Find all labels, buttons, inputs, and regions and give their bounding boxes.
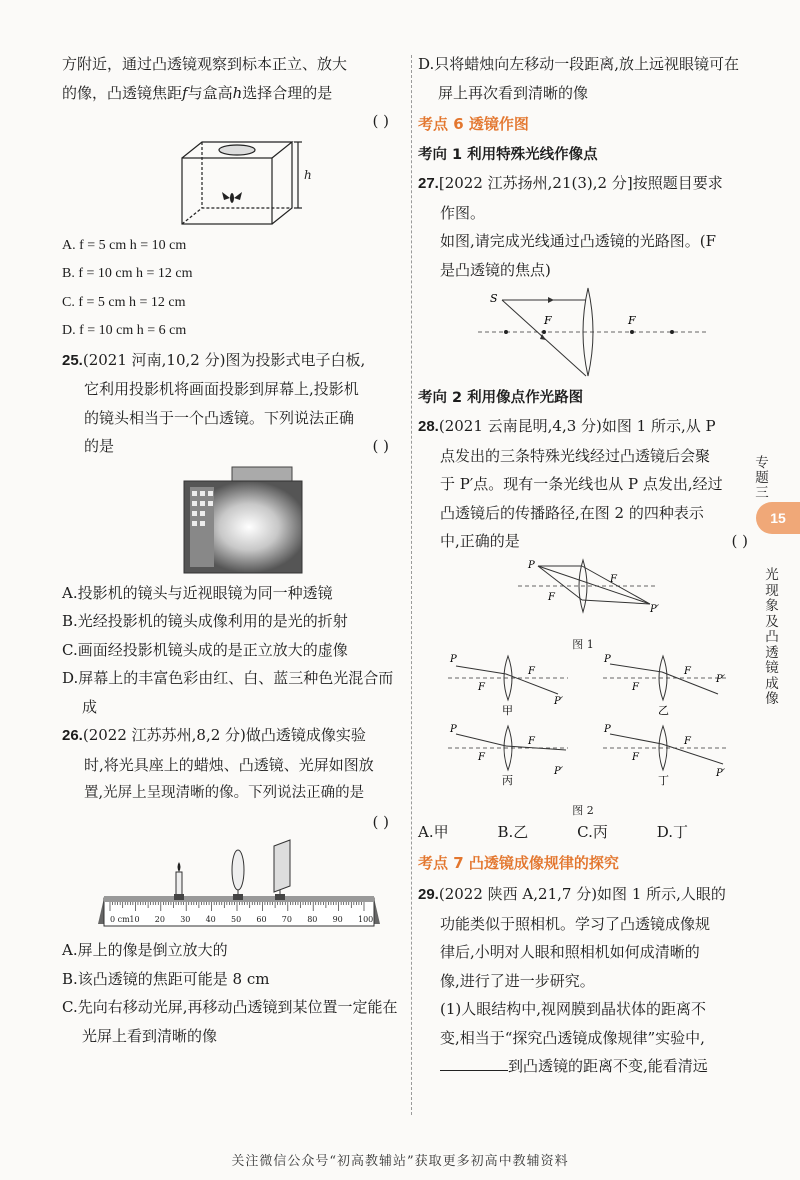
svg-text:F: F bbox=[548, 591, 555, 603]
svg-text:P: P bbox=[450, 723, 457, 735]
svg-text:0 cm: 0 cm bbox=[110, 915, 130, 924]
svg-text:F: F bbox=[528, 735, 535, 747]
column-divider bbox=[411, 55, 412, 1115]
q28-stem: 28.(2021 云南昆明,4,3 分)如图 1 所示,从 P bbox=[418, 417, 716, 435]
q26-answer-bracket: ( ) bbox=[372, 812, 389, 831]
q25-projector-figure bbox=[62, 461, 407, 579]
section-kaodian-6: 考点 6 透镜作图 bbox=[418, 115, 529, 133]
q25-stem: 25.(2021 河南,10,2 分)图为投影式电子白板, bbox=[62, 350, 366, 369]
svg-text:F: F bbox=[478, 751, 485, 763]
left-column: 方附近，通过凸透镜观察到标本正立、放大 的像，凸透镜焦距f与盒高h选择合理的是 ( ) h A. f = 5 cm h = 10 cm B. f = 10 cm h = 12 cm C. f = 5 cm h = 12 cm D. f = 10 cm h = 6 cm 25.(2021 河南,10,2 分)图为投影式电子白板, 它利用投影机将画面投影到屏幕上,投影机 的镜头相当于一个凸透镜。下列说法正确 的是 ( ) A.投影机的镜头与近视眼镜为同一种透镜 B.光经投影机的镜头成像利用的是光的折射 C.画面经投影机镜头成的是正立放大的虚像 D.屏幕上的丰富色彩由红、白、蓝三种色光混合而成 26.(2022 江苏苏州,8,2 分)做凸透镜成像实验 时,将光具座上的蜡烛、凸透镜、光屏如图放 置,光屏上呈现清晰的像。下列说法正确的是 ( ) 0 cm 10 20 30 40 50 60 70 80 90 100 A.屏上的像是倒立放大的 B.该凸透镜的焦距可能是 8 cm C.先向右移动光屏,再移动凸透镜到某位置一定能在光屏上看到清晰的像 bbox=[62, 50, 407, 1050]
svg-text:F: F bbox=[632, 751, 639, 763]
q24-answer-bracket: ( ) bbox=[372, 112, 389, 130]
side-page-number: 15 bbox=[756, 502, 800, 534]
q26-stem: 26.(2022 江苏苏州,8,2 分)做凸透镜成像实验 bbox=[62, 726, 366, 744]
q26-optical-bench-figure bbox=[62, 836, 407, 936]
fig2-caption: 图 2 bbox=[572, 803, 594, 817]
q26-option-a: A.屏上的像是倒立放大的 bbox=[62, 941, 228, 959]
svg-text:乙: 乙 bbox=[658, 703, 669, 717]
ruler-label: 50 bbox=[231, 915, 242, 924]
q26-option-b: B.该凸透镜的焦距可能是 8 cm bbox=[62, 969, 270, 988]
q24-option-c: C. f = 5 cm h = 12 cm bbox=[62, 294, 186, 310]
q24-option-a: A. f = 5 cm h = 10 cm bbox=[62, 237, 187, 253]
q29-answer-blank[interactable] bbox=[440, 1056, 508, 1071]
fig1-caption: 图 1 bbox=[572, 637, 594, 651]
ruler-label: 60 bbox=[256, 915, 267, 924]
q24-line2: 的像，凸透镜焦距f与盒高h选择合理的是 bbox=[62, 83, 333, 102]
section-kaodian-7: 考点 7 凸透镜成像规律的探究 bbox=[418, 854, 619, 872]
fig2-panel-jia bbox=[448, 654, 568, 717]
svg-text:F: F bbox=[684, 665, 691, 677]
svg-text:P′: P′ bbox=[716, 673, 725, 685]
q25-option-a: A.投影机的镜头与近视眼镜为同一种透镜 bbox=[62, 583, 333, 602]
q28-figure-2 bbox=[418, 652, 748, 802]
svg-text:P: P bbox=[604, 723, 611, 735]
q28-figure-1 bbox=[418, 556, 748, 636]
ruler-label: 10 bbox=[129, 915, 140, 924]
svg-text:P′: P′ bbox=[650, 603, 659, 615]
q25-option-d: D.屏幕上的丰富色彩由红、白、蓝三种色光混合而成 bbox=[62, 669, 394, 716]
subsection-kaoxiang-1: 考向 1 利用特殊光线作像点 bbox=[418, 147, 598, 163]
q27-lens-figure bbox=[418, 284, 748, 384]
svg-text:P: P bbox=[450, 653, 457, 665]
q25-option-c: C.画面经投影机镜头成的是正立放大的虚像 bbox=[62, 640, 348, 659]
subsection-kaoxiang-2: 考向 2 利用像点作光路图 bbox=[418, 390, 584, 406]
q27-stem: 27.[2022 江苏扬州,21(3),2 分]按照题目要求 bbox=[418, 174, 723, 192]
ruler-label: 40 bbox=[205, 915, 216, 924]
svg-text:P′: P′ bbox=[554, 695, 563, 707]
footer-note: 关注微信公众号“初高教辅站”获取更多初高中教辅资料 bbox=[231, 1154, 569, 1169]
q28-option-b: B.乙 bbox=[497, 822, 529, 841]
q25-option-b: B.光经投影机的镜头成像利用的是光的折射 bbox=[62, 612, 348, 630]
ruler-label: 90 bbox=[332, 915, 343, 924]
svg-text:F: F bbox=[544, 314, 552, 327]
q24-box-figure bbox=[62, 136, 407, 232]
svg-text:丙: 丙 bbox=[502, 773, 513, 787]
ruler-label: 80 bbox=[307, 915, 318, 924]
ruler-label: 70 bbox=[281, 915, 292, 924]
svg-text:F: F bbox=[632, 681, 639, 693]
svg-text:甲: 甲 bbox=[502, 703, 513, 717]
q28-option-c: C.丙 bbox=[577, 822, 608, 841]
q28-option-a: A.甲 bbox=[418, 822, 449, 841]
svg-text:F: F bbox=[684, 735, 691, 747]
svg-text:P: P bbox=[528, 559, 535, 571]
svg-text:F: F bbox=[628, 314, 636, 327]
svg-text:P: P bbox=[604, 653, 611, 665]
fig2-panel-bing bbox=[448, 724, 568, 787]
svg-text:丁: 丁 bbox=[658, 773, 669, 787]
q29-stem: 29.(2022 陕西 A,21,7 分)如图 1 所示,人眼的 bbox=[418, 885, 726, 903]
ruler-label: 30 bbox=[180, 915, 191, 924]
svg-text:S: S bbox=[490, 292, 498, 305]
q26-option-c: C.先向右移动光屏,再移动凸透镜到某位置一定能在光屏上看到清晰的像 bbox=[62, 998, 398, 1045]
svg-text:P′: P′ bbox=[554, 765, 563, 777]
ruler-label: 100 bbox=[358, 915, 374, 924]
q26-option-d: D.只将蜡烛向左移动一段距离,放上远视眼镜可在屏上再次看到清晰的像 bbox=[418, 55, 740, 102]
q24-option-b: B. f = 10 cm h = 12 cm bbox=[62, 266, 193, 281]
q24-option-d: D. f = 10 cm h = 6 cm bbox=[62, 323, 187, 338]
side-chapter-title: 光现象及凸透镜成像 bbox=[765, 567, 779, 707]
svg-text:F: F bbox=[478, 681, 485, 693]
box-height-label: h bbox=[304, 167, 312, 182]
side-topic-label: 专题三 bbox=[755, 455, 769, 501]
q28-option-d: D.丁 bbox=[656, 822, 688, 841]
svg-text:F: F bbox=[610, 573, 617, 585]
svg-text:P′: P′ bbox=[716, 767, 725, 779]
right-column: D.只将蜡烛向左移动一段距离,放上远视眼镜可在屏上再次看到清晰的像 考点 6 透镜作图 考向 1 利用特殊光线作像点 27.[2022 江苏扬州,21(3),2 分]按照题目要求 作图。 如图,请完成光线通过凸透镜的光路图。(F 是凸透镜的焦点) S F F 考向 2 利用像点作光路图 28.(2021 云南昆明,4,3 分)如图 1 所示,从 P 点发出的三条特殊光线经过凸透镜后会聚 于 P′点。现有一条光线也从 P 点发出,经过 凸透镜后的传播路径,在图 2 的四种表示 中,正确的是 ( ) P F F P′ 图 1 P F F P′ 甲 P F F P′ 乙 P F F P′ 丙 P F F P′ 丁 图 2 A.甲 B.乙 C.丙 D.丁 考点 7 凸透镜成像规律的探究 29.(2022 陕西 A,21,7 分)如图 1 所示,人眼的 功能类似于照相机。学习了凸透镜成像规 律后,小明对人眼和照相机如何成清晰的 像,进行了进一步研究。 (1)人眼结构中,视网膜到晶状体的距离不 变,相当于“探究凸透镜成像规律”实验中, 到凸透镜的距离不变,能看清远 bbox=[418, 50, 748, 1081]
q28-options bbox=[418, 818, 748, 847]
ruler-label: 20 bbox=[154, 915, 165, 924]
svg-text:F: F bbox=[528, 665, 535, 677]
fig2-panel-ding bbox=[603, 724, 728, 787]
q24-line1: 方附近，通过凸透镜观察到标本正立、放大 bbox=[62, 55, 348, 73]
fig2-panel-yi bbox=[603, 654, 728, 717]
